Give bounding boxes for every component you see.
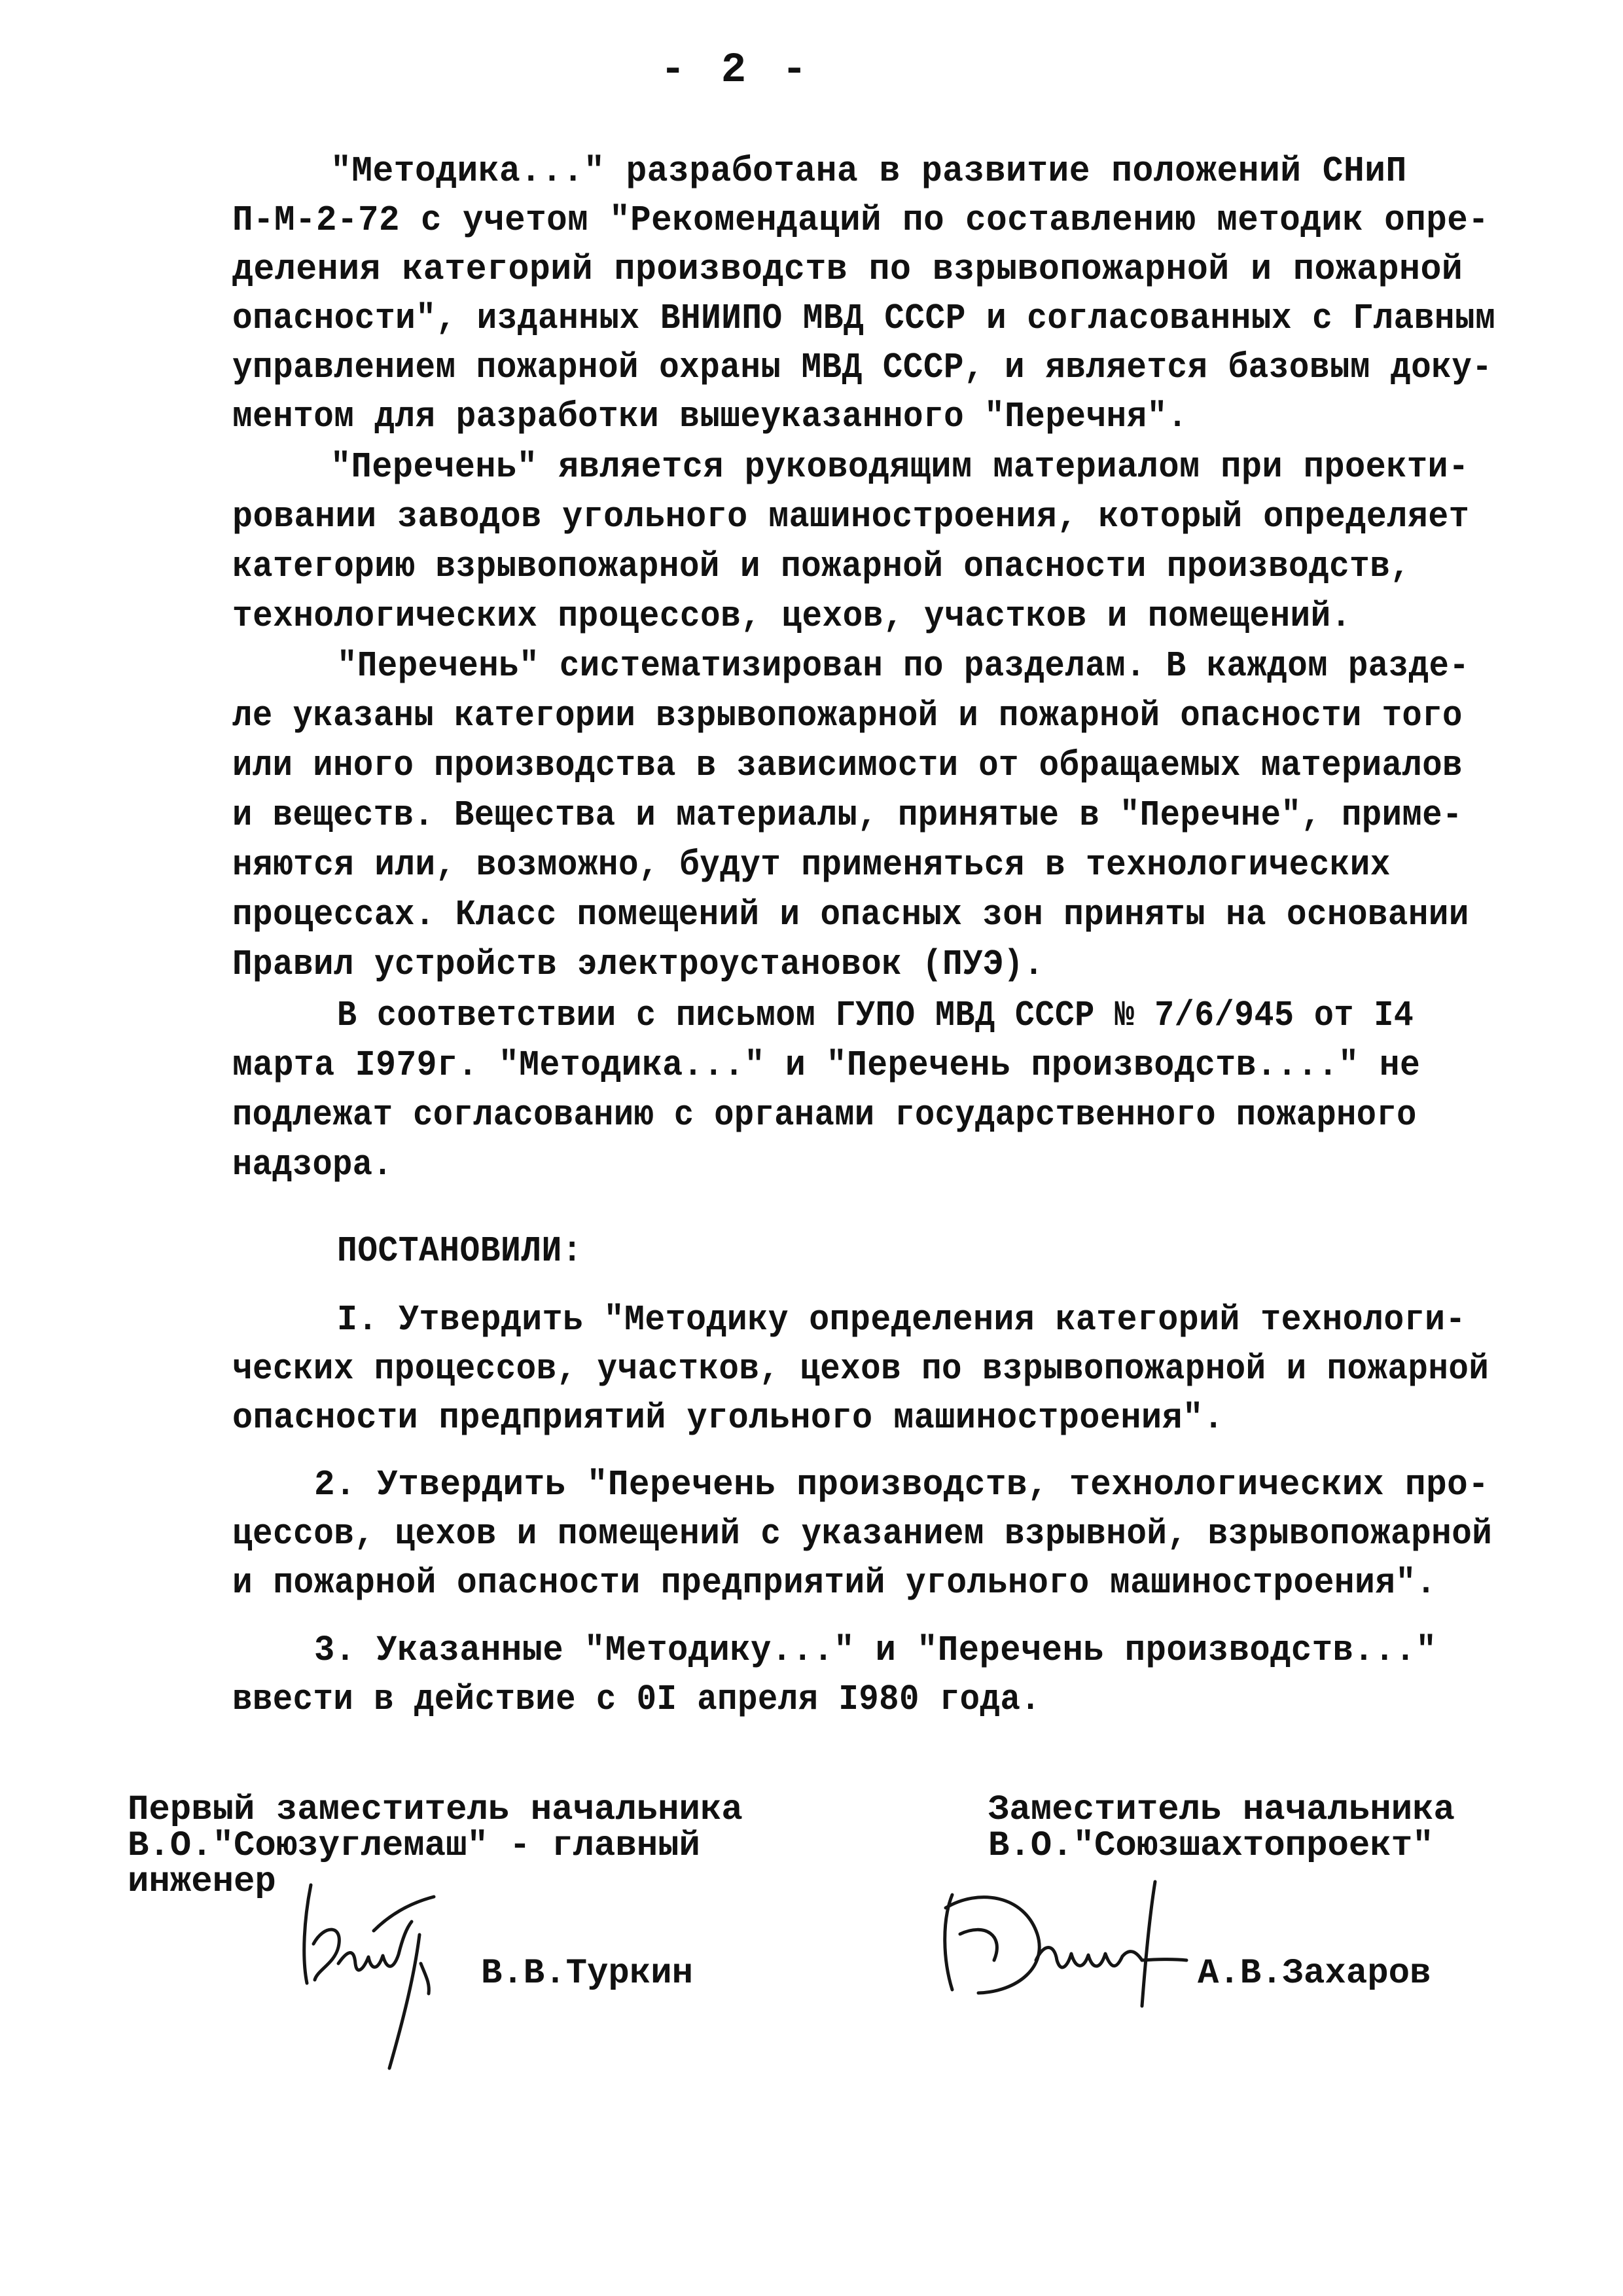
body-line: и веществ. Вещества и материалы, принятые в "Перечне", приме-	[232, 795, 1463, 836]
body-line: "Методика..." разработана в развитие положений СНиП	[330, 151, 1407, 192]
body-line: процессах. Класс помещений и опасных зон приняты на основании	[232, 894, 1469, 935]
resolution-line: опасности предприятий угольного машиностроения".	[232, 1397, 1224, 1439]
signatory-name: В.В.Туркин	[481, 1954, 694, 1994]
resolution-line: ввести в действие с 0I апреля I980 года.	[232, 1679, 1041, 1720]
body-line: "Перечень" систематизирован по разделам. В каждом разде-	[337, 645, 1470, 687]
body-line: технологических процессов, цехов, участков и помещений.	[232, 596, 1351, 637]
resolved-heading: ПОСТАНОВИЛИ:	[337, 1230, 583, 1272]
page-number: - 2 -	[660, 47, 813, 94]
body-line: Правил устройств электроустановок (ПУЭ).	[232, 944, 1044, 985]
signatory-title-line: В.О."Союзшахтопроект"	[988, 1826, 1434, 1866]
resolution-line: I. Утвердить "Методику определения категорий технологи-	[337, 1299, 1466, 1340]
body-line: ментом для разработки вышеуказанного "Перечня".	[232, 396, 1188, 437]
handwritten-signature-left	[291, 1865, 461, 2081]
signatory-name: А.В.Захаров	[1198, 1954, 1431, 1994]
body-line: опасности", изданных ВНИИПО МВД СССР и согласованных с Главным	[232, 298, 1496, 339]
signatory-title-line: В.О."Союзуглемаш" - главный	[128, 1826, 700, 1866]
body-line: В соответствии с письмом ГУПО МВД СССР № 7/6/945 от I4	[337, 995, 1414, 1036]
body-line: марта I979г. "Методика..." и "Перечень производств...." не	[232, 1045, 1421, 1086]
resolution-line: 2. Утвердить "Перечень производств, технологических про-	[314, 1464, 1489, 1505]
body-line: деления категорий производств по взрывопожарной и пожарной	[232, 249, 1463, 290]
resolution-line: ческих процессов, участков, цехов по взрывопожарной и пожарной	[232, 1348, 1489, 1390]
body-line: "Перечень" является руководящим материалом при проекти-	[330, 446, 1469, 488]
body-line: ровании заводов угольного машиностроения, который определяет	[232, 496, 1470, 537]
resolution-line: 3. Указанные "Методику..." и "Перечень производств..."	[314, 1630, 1437, 1671]
signatory-title-line: Заместитель начальника	[988, 1790, 1455, 1830]
resolution-line: и пожарной опасности предприятий угольного машиностроения".	[232, 1562, 1436, 1604]
body-line: надзора.	[232, 1144, 393, 1185]
body-line: няются или, возможно, будут применяться в технологических	[232, 844, 1391, 886]
body-line: ле указаны категории взрывопожарной и пожарной опасности того	[232, 695, 1463, 736]
body-line: или иного производства в зависимости от обращаемых материалов	[232, 745, 1463, 786]
signatory-title-line: Первый заместитель начальника	[128, 1790, 743, 1830]
body-line: П-М-2-72 с учетом "Рекомендаций по составлению методик опре-	[232, 200, 1489, 241]
signatory-title-line: инженер	[128, 1862, 276, 1902]
body-line: категорию взрывопожарной и пожарной опасности производств,	[232, 546, 1411, 587]
body-line: подлежат согласованию с органами государственного пожарного	[232, 1094, 1417, 1136]
resolution-line: цессов, цехов и помещений с указанием взрывной, взрывопожарной	[232, 1513, 1493, 1554]
handwritten-signature-right	[926, 1875, 1201, 2019]
body-line: управлением пожарной охраны МВД СССР, и является базовым доку-	[232, 347, 1493, 388]
